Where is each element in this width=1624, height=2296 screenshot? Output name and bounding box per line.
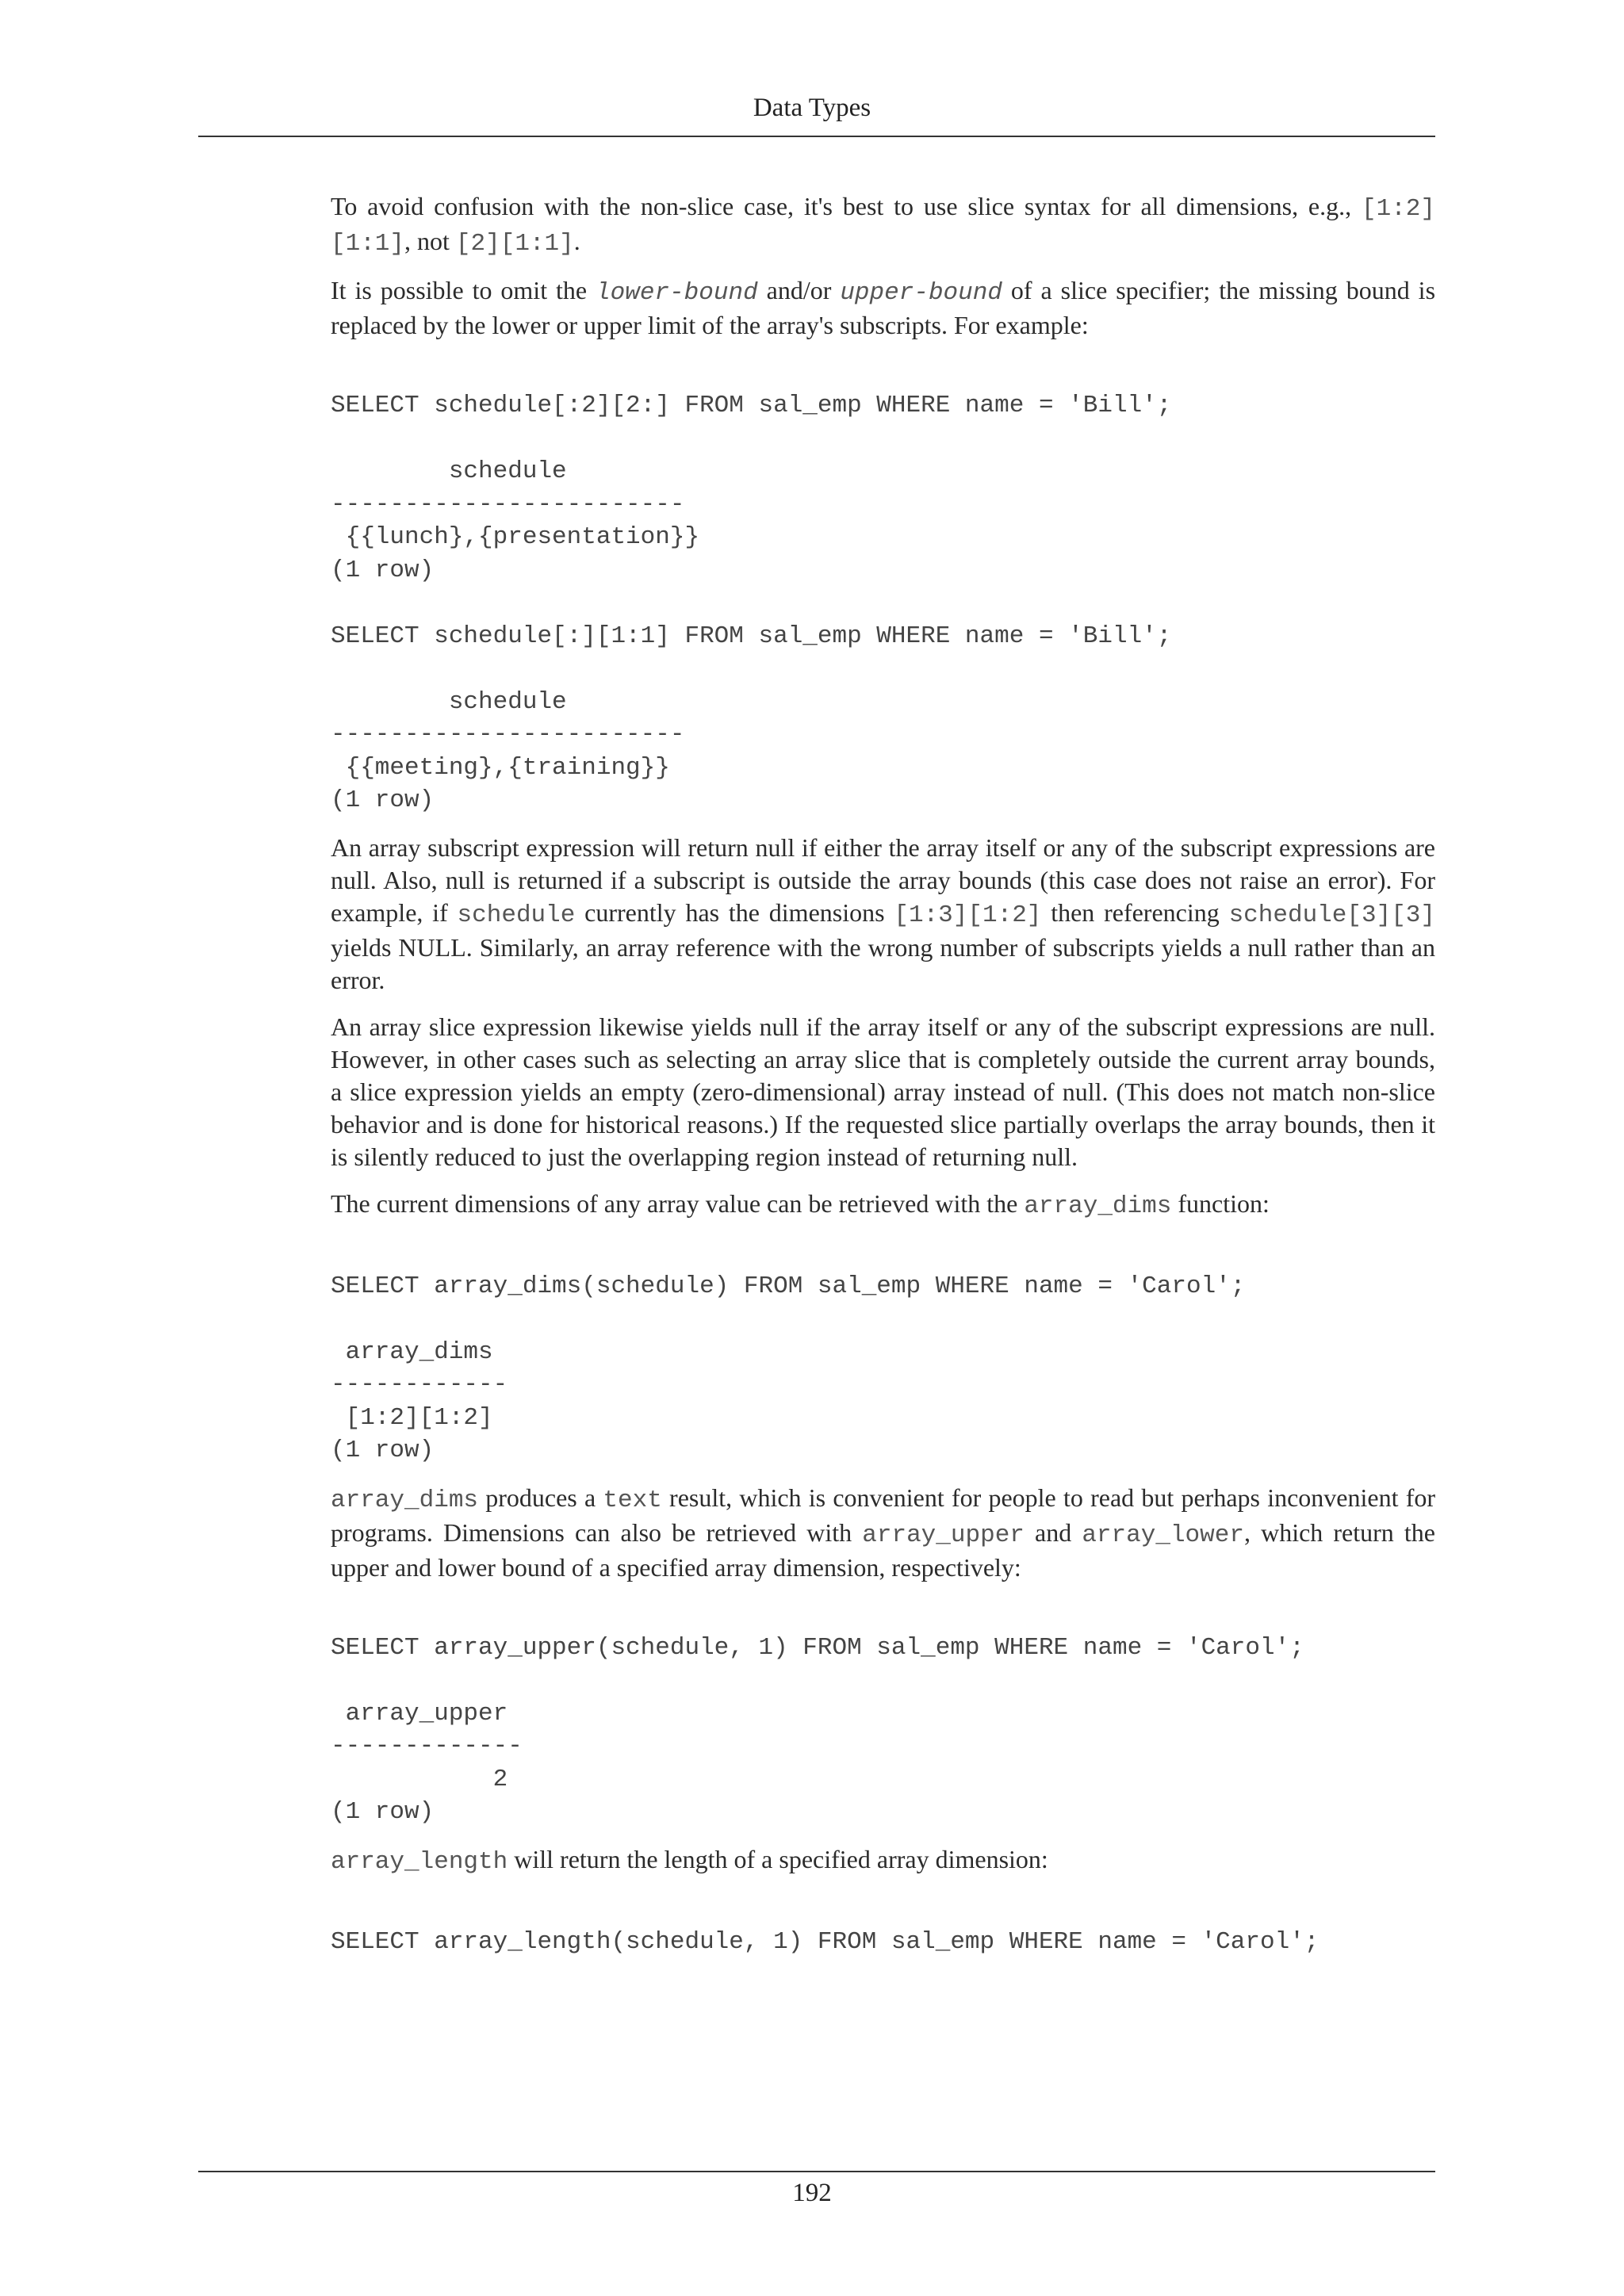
inline-code: array_upper [862,1521,1025,1549]
text-run: It is possible to omit the [331,276,596,304]
text-run: To avoid confusion with the non-slice case, it's best to use slice syntax for all dimensions, e.g., [331,192,1362,220]
code-block-array-length: SELECT array_length(schedule, 1) FROM sal_emp WHERE name = 'Carol'; [331,1927,1320,1956]
page-body [331,190,1435,1958]
inline-code: schedule[3][3] [1228,901,1436,929]
inline-code: [2][1:1] [455,230,574,258]
inline-code: [1:3][1:2] [894,901,1042,929]
paragraph-array-length [331,1843,1435,1878]
inline-code: schedule [457,901,576,929]
text-run: produces a [478,1483,603,1512]
text-run: , not [404,227,456,255]
text-run: will return the length of a specified array dimension: [508,1844,1048,1873]
text-run: and [1024,1517,1082,1547]
inline-code: text [603,1486,662,1514]
inline-code: array_length [331,1847,508,1876]
paragraph-slice-syntax [331,190,1435,260]
inline-code: upper-bound [840,279,1002,307]
text-run: result, which is convenient for people to read but perhaps inconvenient for programs. Dimensions can also be retrieved with [331,1483,1436,1547]
text-run: currently has the dimensions [575,897,894,927]
text-run: function: [1171,1188,1270,1218]
text-run: An array slice expression likewise yields null if the array itself or any of the subscript expressions are null. However, in other cases such as selecting an array slice that is completely outside the current array bounds, a slice expression yields an empty (zero-dimensional) array instead of null. (This does not match non-slice behavior and is done for historical reasons.) If the requested slice partially overlaps the array bounds, then it is silently reduced to just the overlapping region instead of returning null. [331,1012,1435,1171]
text-run: An array subscript expression will return null if either the array itself or any of the subscript expressions are null. Also, null is returned if a subscript is outside the array bounds (this case does not raise an error). For example, if [331,832,1435,927]
paragraph-array-upper-lower [331,1482,1435,1584]
inline-code: lower-bound [596,279,758,307]
text-run: yields NULL. Similarly, an array reference with the wrong number of subscripts yields a null rather than an error. [331,932,1435,994]
footer-rule [198,2171,1435,2172]
text-run: then referencing [1041,897,1229,927]
inline-code: array_lower [1082,1521,1244,1549]
page-number: 192 [792,2179,832,2207]
code-block-slice-examples: SELECT schedule[:2][2:] FROM sal_emp WHERE name = 'Bill'; schedule ------------------------ {{lunch},{presentation}} (1 row) SELECT schedule[:][1:1] FROM sal_emp WHERE name = 'Bill'; schedule ------------------------ {{meeting},{training}} (1 row) [331,392,1172,814]
text-run: , which return the upper and lower bound of a specified array dimension, respectively: [331,1517,1435,1582]
text-run: of a slice specifier; the missing bound is replaced by the lower or upper limit of the array's subscripts. For example: [331,276,1436,339]
inline-code: array_dims [331,1486,479,1514]
paragraph-array-dims [331,1188,1435,1223]
paragraph-subscript-null [331,832,1435,997]
code-block-array-upper: SELECT array_upper(schedule, 1) FROM sal_emp WHERE name = 'Carol'; array_upper ------------- 2 (1 row) [331,1633,1304,1826]
paragraph-omit-bounds [331,274,1435,342]
inline-code: array_dims [1024,1192,1172,1220]
code-block-array-dims: SELECT array_dims(schedule) FROM sal_emp WHERE name = 'Carol'; array_dims ------------ [1:2][1:2] (1 row) [331,1272,1246,1464]
text-run: and/or [757,276,841,304]
text-run: The current dimensions of any array value can be retrieved with the [331,1188,1025,1218]
inline-code: [1:2][1:1] [331,195,1435,258]
paragraph-slice-null [331,1011,1435,1173]
text-run: . [573,227,580,255]
running-header: Data Types [753,94,871,122]
header-rule [198,136,1435,137]
